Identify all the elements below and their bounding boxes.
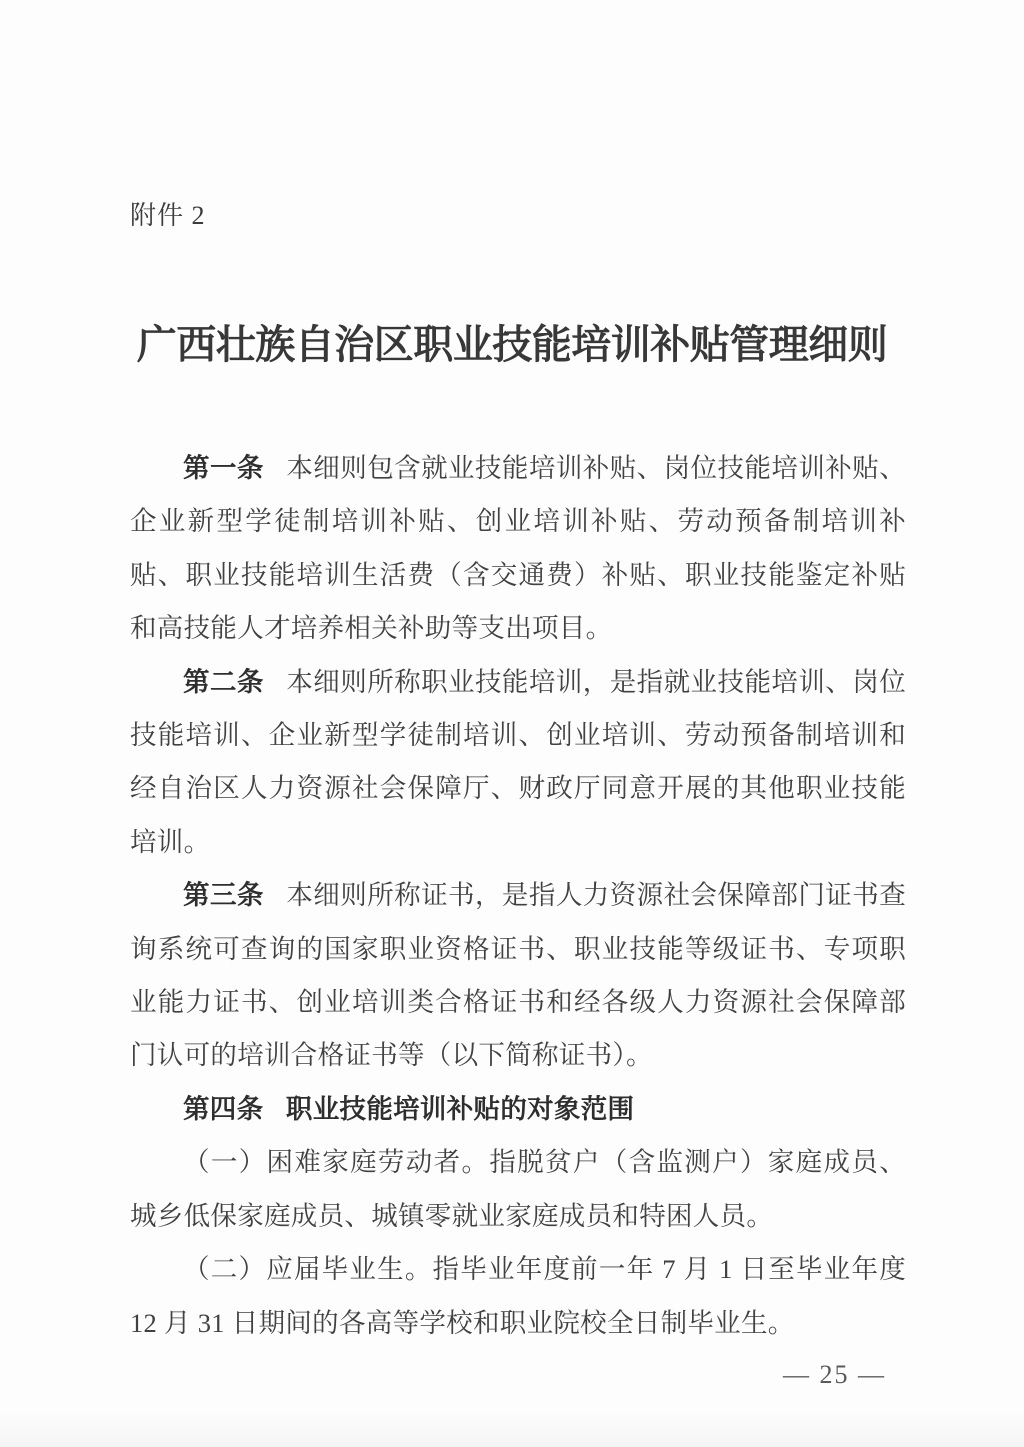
item-2-paragraph [130,1243,906,1350]
page-number: — 25 — [783,1360,886,1389]
article-4-label: 第四条 [183,1093,264,1124]
article-1-label: 第一条 [183,453,264,483]
item-1-paragraph [130,1136,906,1243]
article-2-label: 第二条 [183,666,264,697]
item-2-label: （二） [183,1254,267,1285]
article-1-paragraph [130,442,906,656]
item-1-text: 困难家庭劳动者。指脱贫户（含监测户）家庭成员、城乡低保家庭成员、城镇零就业家庭成员和特困人员。 [130,1147,906,1231]
item-1-label: （一） [183,1147,267,1178]
article-1-text: 本细则包含就业技能培训补贴、岗位技能培训补贴、企业新型学徒制培训补贴、创业培训补贴、劳动预备制培训补贴、职业技能培训生活费（含交通费）补贴、职业技能鉴定补贴和高技能人才培养相关补助等支出项目。 [130,453,906,644]
item-2-text: 应届毕业生。指毕业年度前一年 7 月 1 日至毕业年度 12 月 31 日期间的各高等学校和职业院校全日制毕业生。 [130,1254,906,1338]
article-3-paragraph [130,869,906,1083]
article-2-text: 本细则所称职业技能培训，是指就业技能培训、岗位技能培训、企业新型学徒制培训、创业培训、劳动预备制培训和经自治区人力资源社会保障厅、财政厅同意开展的其他职业技能培训。 [130,666,906,857]
article-4-heading [130,1083,906,1136]
article-3-label: 第三条 [183,880,264,911]
article-3-text: 本细则所称证书，是指人力资源社会保障部门证书查询系统可查询的国家职业资格证书、职业技能等级证书、专项职业能力证书、创业培训类合格证书和经各级人力资源社会保障部门认可的培训合格证书等（以下简称证书）。 [130,880,906,1071]
attachment-label: 附件 2 [130,201,206,230]
document-title: 广西壮族自治区职业技能培训补贴管理细则 [136,322,888,367]
article-2-paragraph [130,656,906,870]
article-4-text: 职业技能培训补贴的对象范围 [285,1093,635,1124]
document-body [130,442,906,1350]
